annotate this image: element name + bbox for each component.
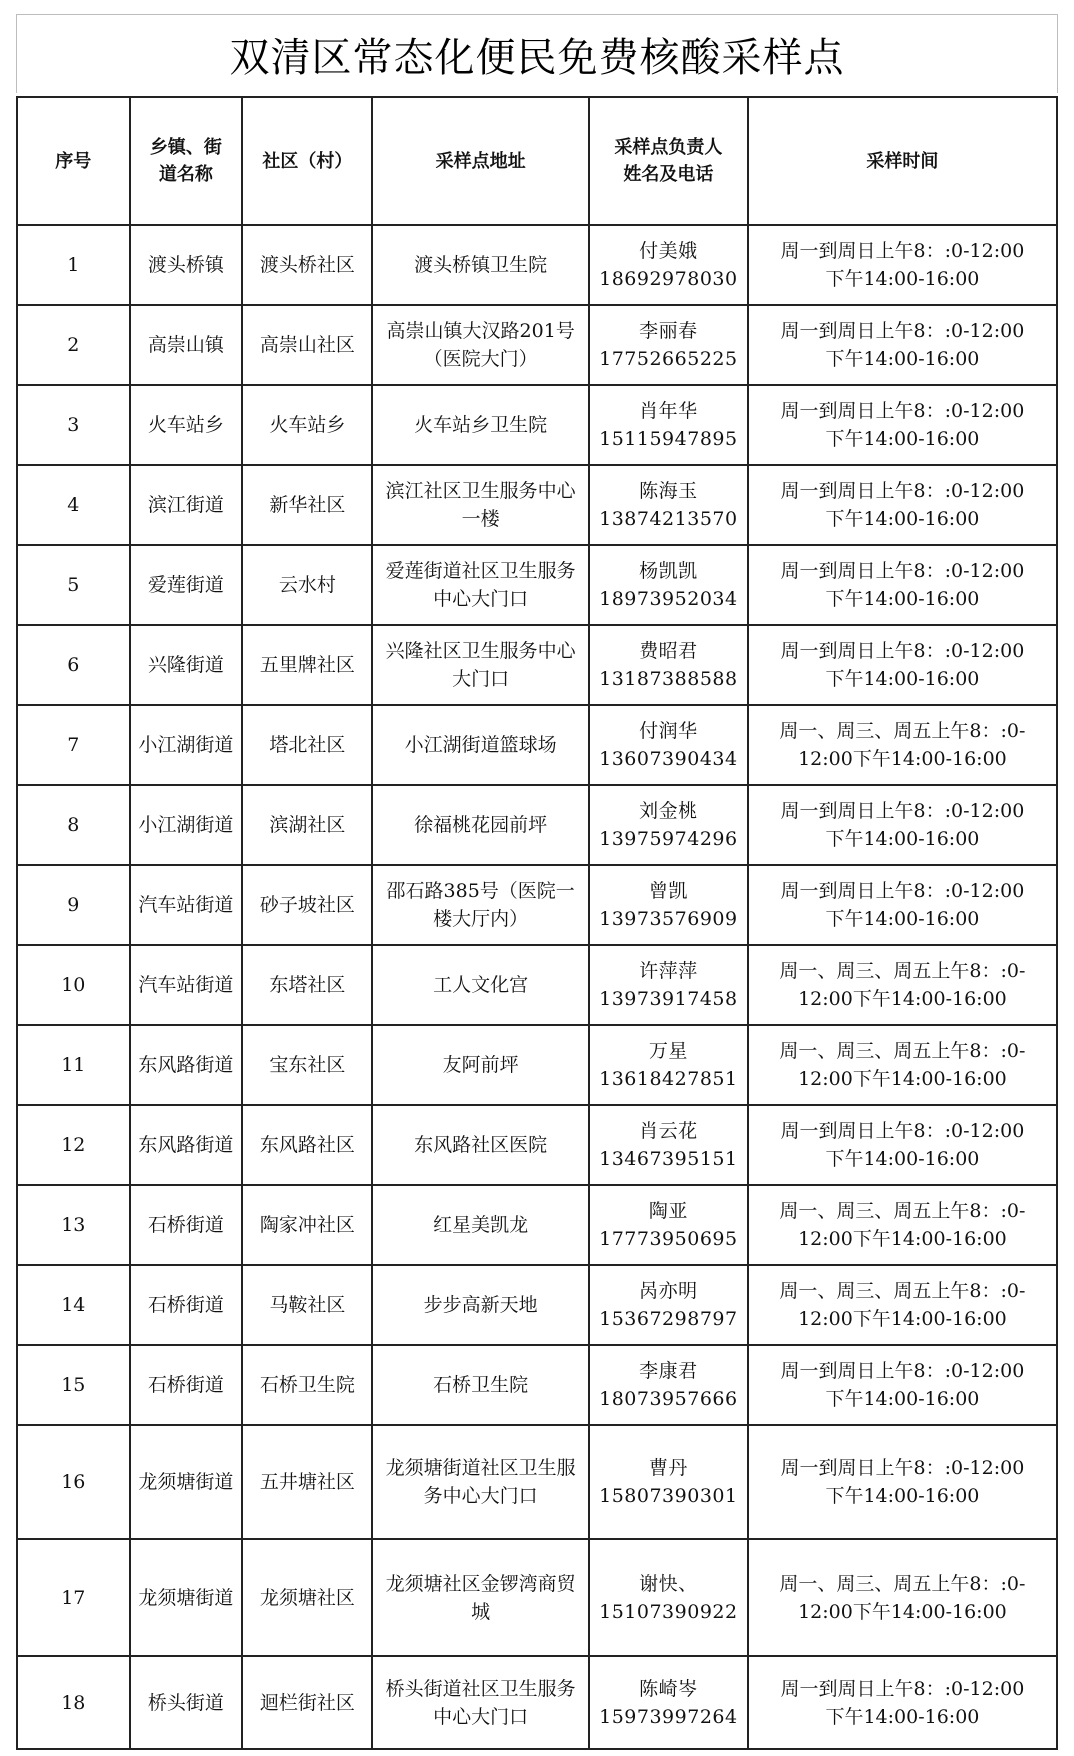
table-row: [17, 1425, 1057, 1539]
cell-time: [748, 1425, 1057, 1539]
cell-time: [748, 785, 1057, 865]
cell-idx: 1: [17, 225, 130, 305]
contact-name: 曹丹: [648, 1457, 688, 1479]
cell-contact: [589, 1656, 748, 1749]
cell-community: 东风路社区: [242, 1105, 372, 1185]
contact-name: 付美娥: [639, 240, 698, 262]
cell-idx: 16: [17, 1425, 130, 1539]
time-line1: 周一到周日上午8：:0-12:00: [780, 640, 1025, 662]
contact-phone: 15107390922: [599, 1600, 738, 1623]
header-contact: [589, 97, 748, 225]
contact-phone: 18073957666: [599, 1388, 738, 1410]
cell-time: [748, 945, 1057, 1025]
cell-town: 渡头桥镇: [130, 225, 243, 305]
cell-idx: 17: [17, 1539, 130, 1656]
page-title: 双清区常态化便民免费核酸采样点: [229, 34, 845, 81]
cell-town: 石桥街道: [130, 1345, 243, 1425]
time-line2: 下午14:00-16:00: [825, 1148, 980, 1170]
table-row: [17, 1105, 1057, 1185]
time-line1: 周一到周日上午8：:0-12:00: [780, 240, 1025, 262]
cell-contact: [589, 1539, 748, 1656]
cell-contact: [589, 225, 748, 305]
cell-idx: 8: [17, 785, 130, 865]
contact-phone: 13874213570: [599, 508, 738, 530]
cell-community: 云水村: [242, 545, 372, 625]
cell-time: [748, 465, 1057, 545]
cell-community: 塔北社区: [242, 705, 372, 785]
cell-address: 渡头桥镇卫生院: [372, 225, 588, 305]
time-line2: 下午14:00-16:00: [825, 428, 980, 450]
cell-contact: [589, 625, 748, 705]
table-header-row: [17, 97, 1057, 225]
time-line1: 周一、周三、周五上午8：:0-: [779, 960, 1026, 982]
contact-phone: 13467395151: [599, 1148, 738, 1170]
contact-phone: 18973952034: [599, 588, 738, 610]
cell-time: [748, 225, 1057, 305]
header-town-line1: 乡镇、街: [149, 137, 222, 158]
cell-town: 东风路街道: [130, 1105, 243, 1185]
cell-idx: 5: [17, 545, 130, 625]
contact-phone: 15367298797: [599, 1308, 738, 1330]
table-row: [17, 1185, 1057, 1265]
cell-town: 石桥街道: [130, 1185, 243, 1265]
contact-phone: 15973997264: [599, 1705, 738, 1728]
table-row: [17, 465, 1057, 545]
table-row: [17, 385, 1057, 465]
contact-phone: 13607390434: [599, 748, 738, 770]
cell-time: [748, 1265, 1057, 1345]
contact-phone: 15115947895: [599, 428, 738, 450]
cell-community: 陶家冲社区: [242, 1185, 372, 1265]
header-address: 采样点地址: [372, 97, 588, 225]
cell-time: [748, 1105, 1057, 1185]
cell-idx: 2: [17, 305, 130, 385]
time-line1: 周一、周三、周五上午8：:0-: [779, 1040, 1026, 1062]
table-row: [17, 1265, 1057, 1345]
cell-community: 迴栏街社区: [242, 1656, 372, 1749]
title-box: [16, 14, 1058, 93]
contact-name: 陈海玉: [639, 480, 698, 502]
cell-idx: 14: [17, 1265, 130, 1345]
cell-contact: [589, 545, 748, 625]
cell-address: 爱莲街道社区卫生服务中心大门口: [372, 545, 588, 625]
cell-contact: [589, 785, 748, 865]
time-line2: 下午14:00-16:00: [825, 828, 980, 850]
contact-phone: 17752665225: [599, 348, 738, 370]
contact-phone: 18692978030: [599, 268, 738, 290]
header-community: 社区（村）: [242, 97, 372, 225]
cell-time: [748, 865, 1057, 945]
time-line2: 下午14:00-16:00: [825, 1485, 980, 1507]
cell-contact: [589, 385, 748, 465]
table-row: [17, 1345, 1057, 1425]
cell-time: [748, 305, 1057, 385]
contact-phone: 13973917458: [599, 988, 738, 1010]
contact-name: 万星: [648, 1040, 688, 1062]
cell-town: 汽车站街道: [130, 865, 243, 945]
time-line1: 周一到周日上午8：:0-12:00: [780, 1677, 1025, 1700]
cell-town: 汽车站街道: [130, 945, 243, 1025]
cell-idx: 11: [17, 1025, 130, 1105]
cell-town: 桥头街道: [130, 1656, 243, 1749]
time-line1: 周一、周三、周五上午8：:0-: [779, 1572, 1026, 1595]
time-line1: 周一到周日上午8：:0-12:00: [780, 1360, 1025, 1382]
cell-idx: 6: [17, 625, 130, 705]
cell-contact: [589, 705, 748, 785]
time-line1: 周一到周日上午8：:0-12:00: [780, 880, 1025, 902]
cell-community: 石桥卫生院: [242, 1345, 372, 1425]
cell-address: 龙须塘街道社区卫生服务中心大门口: [372, 1425, 588, 1539]
contact-name: 许萍萍: [639, 960, 698, 982]
cell-contact: [589, 1265, 748, 1345]
contact-name: 陶亚: [648, 1200, 688, 1222]
time-line2: 12:00下午14:00-16:00: [798, 748, 1007, 770]
cell-contact: [589, 865, 748, 945]
time-line2: 12:00下午14:00-16:00: [798, 1228, 1007, 1250]
time-line1: 周一到周日上午8：:0-12:00: [780, 1120, 1025, 1142]
cell-contact: [589, 945, 748, 1025]
cell-address: 邵石路385号（医院一楼大厅内）: [372, 865, 588, 945]
cell-idx: 15: [17, 1345, 130, 1425]
table-row: [17, 625, 1057, 705]
table-row: [17, 545, 1057, 625]
cell-contact: [589, 1185, 748, 1265]
table-row: [17, 865, 1057, 945]
cell-time: [748, 545, 1057, 625]
time-line2: 12:00下午14:00-16:00: [798, 1308, 1007, 1330]
time-line2: 12:00下午14:00-16:00: [798, 988, 1007, 1010]
time-line2: 下午14:00-16:00: [825, 508, 980, 530]
table-body: [17, 225, 1057, 1749]
contact-name: 费昭君: [639, 640, 698, 662]
header-town-line2: 道名称: [158, 164, 213, 185]
cell-address: 高崇山镇大汉路201号（医院大门）: [372, 305, 588, 385]
cell-idx: 18: [17, 1656, 130, 1749]
cell-idx: 7: [17, 705, 130, 785]
time-line2: 下午14:00-16:00: [825, 1388, 980, 1410]
time-line1: 周一、周三、周五上午8：:0-: [779, 1280, 1026, 1302]
header-contact-line2: 姓名及电话: [623, 164, 714, 185]
cell-address: 石桥卫生院: [372, 1345, 588, 1425]
cell-address: 兴隆社区卫生服务中心大门口: [372, 625, 588, 705]
cell-address: 东风路社区医院: [372, 1105, 588, 1185]
cell-address: 龙须塘社区金锣湾商贸城: [372, 1539, 588, 1656]
contact-phone: 13975974296: [599, 828, 738, 850]
cell-contact: [589, 305, 748, 385]
contact-phone: 13187388588: [599, 668, 738, 690]
header-contact-line1: 采样点负责人: [614, 137, 723, 158]
document-sheet: [16, 14, 1058, 1746]
time-line2: 下午14:00-16:00: [825, 268, 980, 290]
cell-idx: 3: [17, 385, 130, 465]
time-line1: 周一到周日上午8：:0-12:00: [780, 400, 1025, 422]
cell-time: [748, 1025, 1057, 1105]
cell-idx: 9: [17, 865, 130, 945]
cell-community: 五里牌社区: [242, 625, 372, 705]
cell-town: 爱莲街道: [130, 545, 243, 625]
time-line1: 周一到周日上午8：:0-12:00: [780, 320, 1025, 342]
cell-time: [748, 1345, 1057, 1425]
cell-community: 五井塘社区: [242, 1425, 372, 1539]
contact-name: 李丽春: [639, 320, 698, 342]
time-line2: 下午14:00-16:00: [825, 908, 980, 930]
cell-address: 滨江社区卫生服务中心一楼: [372, 465, 588, 545]
cell-town: 东风路街道: [130, 1025, 243, 1105]
cell-community: 砂子坡社区: [242, 865, 372, 945]
cell-town: 龙须塘街道: [130, 1539, 243, 1656]
cell-community: 新华社区: [242, 465, 372, 545]
contact-phone: 15807390301: [599, 1485, 738, 1507]
table-row: [17, 1656, 1057, 1749]
cell-community: 马鞍社区: [242, 1265, 372, 1345]
time-line1: 周一到周日上午8：:0-12:00: [780, 800, 1025, 822]
cell-contact: [589, 465, 748, 545]
cell-community: 东塔社区: [242, 945, 372, 1025]
header-idx: 序号: [17, 97, 130, 225]
cell-community: 火车站乡: [242, 385, 372, 465]
cell-address: 桥头街道社区卫生服务中心大门口: [372, 1656, 588, 1749]
cell-town: 高崇山镇: [130, 305, 243, 385]
contact-phone: 13973576909: [599, 908, 738, 930]
cell-town: 火车站乡: [130, 385, 243, 465]
time-line1: 周一到周日上午8：:0-12:00: [780, 1457, 1025, 1479]
cell-community: 高崇山社区: [242, 305, 372, 385]
cell-address: 步步高新天地: [372, 1265, 588, 1345]
cell-town: 兴隆街道: [130, 625, 243, 705]
cell-address: 火车站乡卫生院: [372, 385, 588, 465]
cell-contact: [589, 1345, 748, 1425]
cell-address: 友阿前坪: [372, 1025, 588, 1105]
time-line1: 周一到周日上午8：:0-12:00: [780, 560, 1025, 582]
cell-time: [748, 385, 1057, 465]
header-time: 采样时间: [748, 97, 1057, 225]
table-row: [17, 225, 1057, 305]
contact-name: 谢快、: [639, 1572, 698, 1595]
cell-town: 小江湖街道: [130, 785, 243, 865]
cell-community: 渡头桥社区: [242, 225, 372, 305]
time-line1: 周一、周三、周五上午8：:0-: [779, 720, 1026, 742]
cell-idx: 10: [17, 945, 130, 1025]
table-row: [17, 305, 1057, 385]
cell-time: [748, 1656, 1057, 1749]
cell-contact: [589, 1425, 748, 1539]
time-line1: 周一、周三、周五上午8：:0-: [779, 1200, 1026, 1222]
time-line2: 12:00下午14:00-16:00: [798, 1600, 1007, 1623]
cell-time: [748, 1185, 1057, 1265]
time-line2: 下午14:00-16:00: [825, 348, 980, 370]
contact-name: 曾凯: [648, 880, 688, 902]
time-line2: 12:00下午14:00-16:00: [798, 1068, 1007, 1090]
cell-idx: 13: [17, 1185, 130, 1265]
cell-community: 龙须塘社区: [242, 1539, 372, 1656]
table-row: [17, 1539, 1057, 1656]
contact-name: 陈崎岑: [639, 1677, 698, 1700]
cell-idx: 4: [17, 465, 130, 545]
contact-name: 肖云花: [639, 1120, 698, 1142]
contact-phone: 17773950695: [599, 1228, 738, 1250]
contact-name: 肖年华: [639, 400, 698, 422]
cell-time: [748, 705, 1057, 785]
cell-address: 红星美凯龙: [372, 1185, 588, 1265]
cell-address: 小江湖街道篮球场: [372, 705, 588, 785]
contact-name: 刘金桃: [639, 800, 698, 822]
table-row: [17, 1025, 1057, 1105]
contact-name: 杨凯凯: [639, 560, 698, 582]
cell-town: 龙须塘街道: [130, 1425, 243, 1539]
cell-contact: [589, 1025, 748, 1105]
contact-phone: 13618427851: [599, 1068, 738, 1090]
cell-idx: 12: [17, 1105, 130, 1185]
table-row: [17, 705, 1057, 785]
cell-address: 徐福桃花园前坪: [372, 785, 588, 865]
time-line2: 下午14:00-16:00: [825, 588, 980, 610]
cell-town: 小江湖街道: [130, 705, 243, 785]
table-row: [17, 785, 1057, 865]
cell-time: [748, 625, 1057, 705]
cell-contact: [589, 1105, 748, 1185]
contact-name: 付润华: [639, 720, 698, 742]
cell-town: 石桥街道: [130, 1265, 243, 1345]
contact-name: 呙亦明: [639, 1280, 698, 1302]
time-line2: 下午14:00-16:00: [825, 1705, 980, 1728]
time-line2: 下午14:00-16:00: [825, 668, 980, 690]
table-row: [17, 945, 1057, 1025]
header-town: [130, 97, 243, 225]
contact-name: 李康君: [639, 1360, 698, 1382]
cell-time: [748, 1539, 1057, 1656]
sampling-sites-table: [16, 96, 1058, 1750]
cell-community: 宝东社区: [242, 1025, 372, 1105]
cell-town: 滨江街道: [130, 465, 243, 545]
time-line1: 周一到周日上午8：:0-12:00: [780, 480, 1025, 502]
cell-community: 滨湖社区: [242, 785, 372, 865]
cell-address: 工人文化宫: [372, 945, 588, 1025]
